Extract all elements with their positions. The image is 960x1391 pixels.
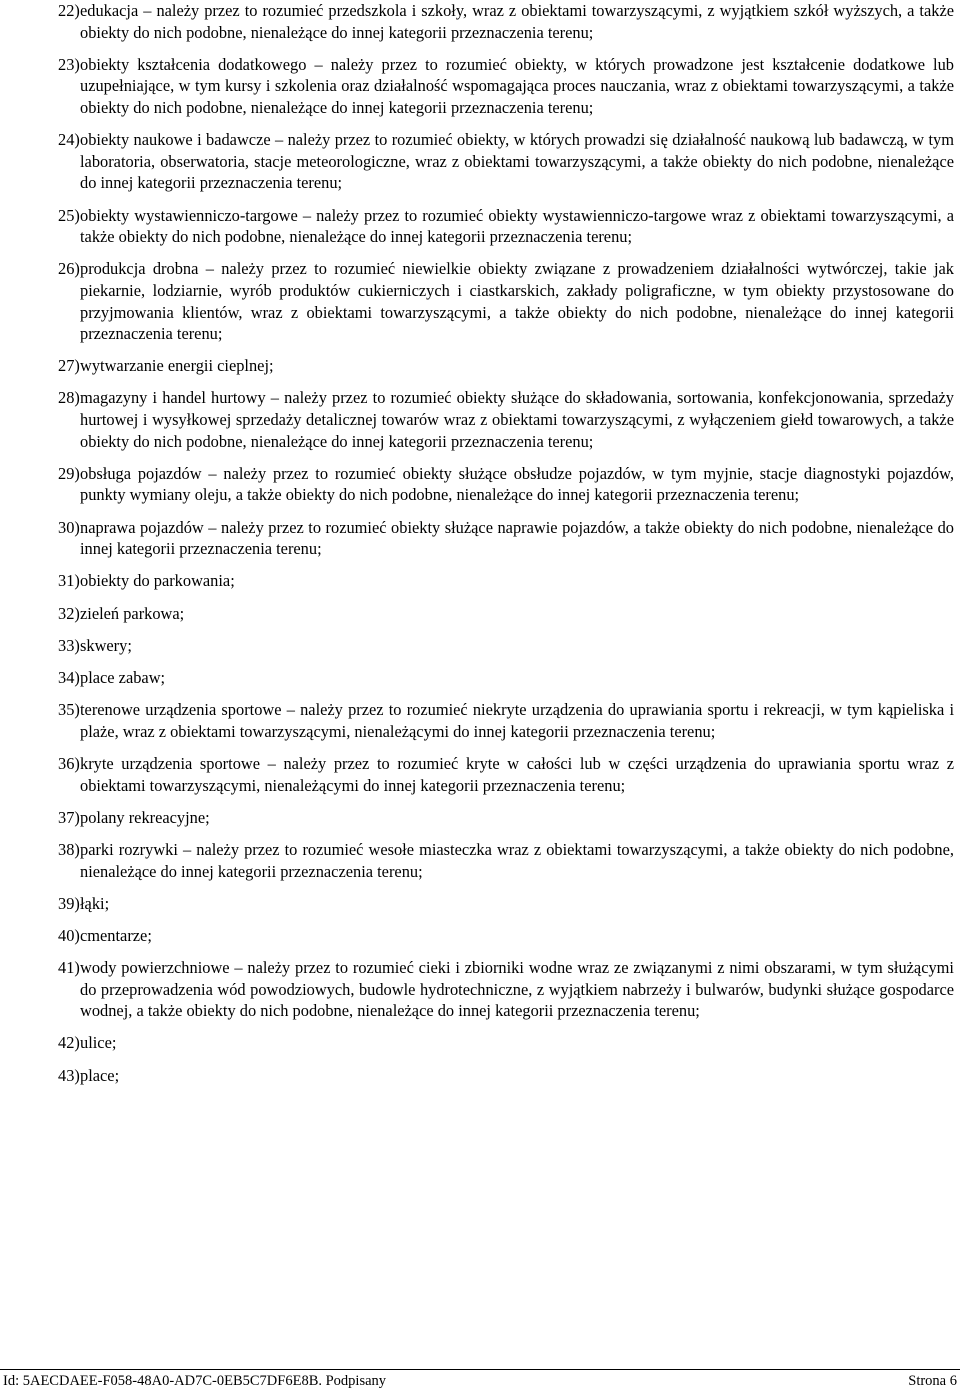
list-item bbox=[58, 925, 954, 947]
item-text: obiekty do parkowania; bbox=[80, 571, 235, 591]
item-number: 23) bbox=[58, 54, 80, 74]
item-text: obiekty kształcenia dodatkowego – należy przez to rozumieć obiekty, w których prowadzone jest kształcenie dodatkowe lub uzupełniające, w tym kursy i szkolenia oraz działalność wspomagająca proces nauczania, wraz z obiektami towarzyszącymi, a także obiekty do nich podobne, nienależące do innej kategorii przeznaczenia terenu; bbox=[80, 54, 954, 117]
item-text: edukacja – należy przez to rozumieć przedszkola i szkoły, wraz z obiektami towarzyszącymi, z wyjątkiem szkół wyższych, a także obiekty do nich podobne, nienależące do innej kategorii przeznaczenia terenu; bbox=[80, 1, 954, 42]
item-number: 33) bbox=[58, 635, 80, 655]
item-number: 38) bbox=[58, 839, 80, 859]
definitions-list bbox=[58, 0, 954, 1097]
list-item bbox=[58, 839, 954, 882]
item-number: 28) bbox=[58, 388, 80, 408]
item-text: obiekty wystawienniczo-targowe – należy przez to rozumieć obiekty wystawienniczo-targowe wraz z obiektami towarzyszącymi, a także obiekty do nich podobne, nienależące do innej kategorii przeznaczenia terenu; bbox=[80, 205, 954, 247]
item-number: 31) bbox=[58, 571, 80, 591]
list-item bbox=[58, 517, 954, 560]
list-item bbox=[58, 1032, 954, 1054]
item-number: 40) bbox=[58, 925, 80, 945]
item-number: 22) bbox=[58, 1, 80, 20]
item-text: place zabaw; bbox=[80, 667, 166, 687]
document-id: Id: 5AECDAEE-F058-48A0-AD7C-0EB5C7DF6E8B. Podpisany bbox=[3, 1373, 387, 1389]
list-item bbox=[58, 129, 954, 194]
list-item bbox=[58, 667, 954, 689]
item-text: obsługa pojazdów – należy przez to rozumieć obiekty służące obsłudze pojazdów, w tym myjnie, stacje diagnostyki pojazdów, punkty wymiany oleju, a także obiekty do nich podobne, nienależące do innej kategorii przeznaczenia terenu; bbox=[80, 463, 954, 505]
list-item bbox=[58, 1065, 954, 1087]
item-number: 39) bbox=[58, 893, 80, 913]
item-number: 25) bbox=[58, 205, 80, 225]
list-item bbox=[58, 753, 954, 796]
item-text: produkcja drobna – należy przez to rozumieć niewielkie obiekty związane z prowadzeniem działalności wytwórczej, takie jak piekarnie, lodziarnie, wyrób produktów cukierniczych i ciastkarskich, zakłady poligraficzne, w tym obiekty przystosowane do przyjmowania klientów, wraz z obiektami towarzyszącymi, a także obiekty do nich podobne, nienależące do innej kategorii przeznaczenia terenu; bbox=[80, 259, 954, 344]
list-item bbox=[58, 54, 954, 119]
item-number: 32) bbox=[58, 603, 80, 623]
item-text: terenowe urządzenia sportowe – należy przez to rozumieć niekryte urządzenia do uprawiania sportu i rekreacji, w tym kąpieliska i plaże, wraz z obiektami towarzyszącymi, nienależącymi do innej kategorii przeznaczenia terenu; bbox=[80, 700, 954, 741]
item-number: 41) bbox=[58, 958, 80, 978]
item-text: obiekty naukowe i badawcze – należy przez to rozumieć obiekty, w których prowadzi się działalność naukową lub badawczą, w tym laboratoria, obserwatoria, stacje meteorologiczne, wraz z obiektami towarzyszącymi, a także obiekty do nich podobne, nienależące do innej kategorii przeznaczenia terenu; bbox=[80, 130, 954, 193]
list-item bbox=[58, 957, 954, 1022]
item-text: parki rozrywki – należy przez to rozumieć wesołe miasteczka wraz z obiektami towarzyszącymi, a także obiekty do nich podobne, nienależące do innej kategorii przeznaczenia terenu; bbox=[80, 839, 954, 881]
item-text: place; bbox=[80, 1065, 120, 1085]
item-text: magazyny i handel hurtowy – należy przez to rozumieć obiekty służące do składowania, sortowania, konfekcjonowania, sprzedaży hurtowej i wysyłkowej sprzedaży detalicznej towarów wraz z obiektami towarzyszącymi, z wyłączeniem giełd towarowych, a także obiekty do nich podobne, nienależące do innej kategorii przeznaczenia terenu; bbox=[80, 388, 954, 451]
item-text: zieleń parkowa; bbox=[80, 603, 185, 623]
item-text: łąki; bbox=[80, 893, 110, 913]
footer-divider bbox=[0, 1369, 960, 1370]
list-item bbox=[58, 387, 954, 452]
item-text: cmentarze; bbox=[80, 925, 152, 945]
item-text: wody powierzchniowe – należy przez to rozumieć cieki i zbiorniki wodne wraz ze związanymi z nimi obszarami, w tym służącymi do przeprowadzenia wód powodziowych, budowle hydrotechniczne, z wyjątkiem nabrzeży i bulwarów, budynki służące gospodarce wodnej, a także obiekty do nich podobne, nienależące do innej kategorii przeznaczenia terenu; bbox=[80, 958, 954, 1021]
list-item bbox=[58, 570, 954, 592]
list-item bbox=[58, 635, 954, 657]
item-number: 43) bbox=[58, 1065, 80, 1085]
page-number: Strona 6 bbox=[908, 1373, 957, 1389]
item-number: 37) bbox=[58, 807, 80, 827]
item-text: wytwarzanie energii cieplnej; bbox=[80, 356, 274, 376]
item-text: kryte urządzenia sportowe – należy przez to rozumieć kryte w całości lub w części urządzenia do uprawiania sportu wraz z obiektami towarzyszącymi, nienależącymi do innej kategorii przeznaczenia terenu; bbox=[80, 753, 954, 795]
list-item bbox=[58, 463, 954, 506]
item-number: 30) bbox=[58, 517, 80, 537]
list-item bbox=[58, 699, 954, 742]
item-number: 26) bbox=[58, 259, 80, 279]
list-item bbox=[58, 603, 954, 625]
list-item bbox=[58, 807, 954, 829]
item-number: 29) bbox=[58, 463, 80, 483]
item-text: naprawa pojazdów – należy przez to rozumieć obiekty służące naprawie pojazdów, a także obiekty do nich podobne, nienależące do innej kategorii przeznaczenia terenu; bbox=[80, 517, 954, 559]
item-number: 35) bbox=[58, 700, 80, 720]
item-text: skwery; bbox=[80, 635, 132, 655]
item-number: 36) bbox=[58, 753, 80, 773]
list-item bbox=[58, 0, 954, 43]
item-number: 42) bbox=[58, 1033, 80, 1053]
list-item bbox=[58, 258, 954, 344]
page-footer bbox=[0, 1372, 960, 1391]
list-item bbox=[58, 893, 954, 915]
item-number: 34) bbox=[58, 667, 80, 687]
item-text: ulice; bbox=[80, 1033, 117, 1053]
item-number: 24) bbox=[58, 130, 80, 150]
item-number: 27) bbox=[58, 356, 80, 376]
item-text: polany rekreacyjne; bbox=[80, 807, 210, 827]
list-item bbox=[58, 205, 954, 248]
list-item bbox=[58, 355, 954, 377]
